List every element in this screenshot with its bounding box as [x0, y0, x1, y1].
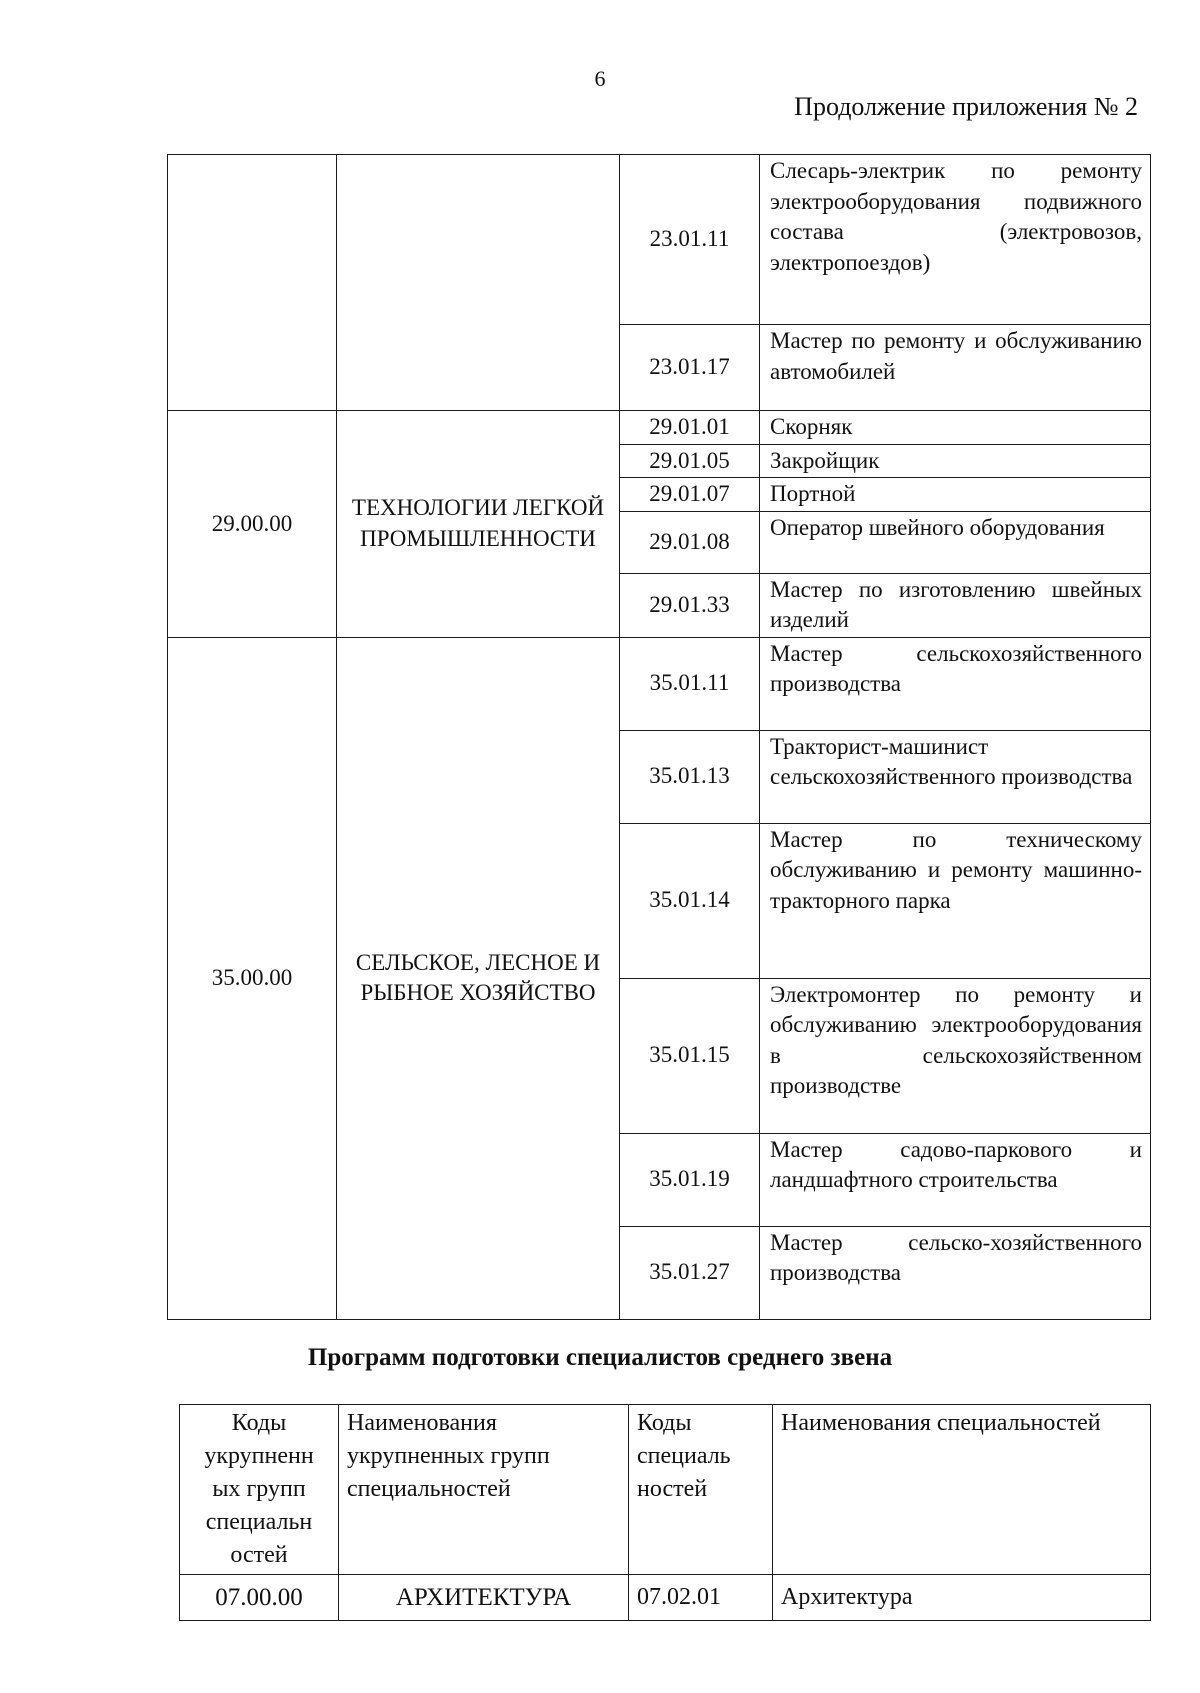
specialty-code-cell: 35.01.15 [620, 978, 760, 1133]
specialty-code-cell: 23.01.11 [620, 155, 760, 325]
specialty-code-cell: 29.01.05 [620, 444, 760, 478]
specialty-name-cell: Мастер по ремонту и обслуживанию автомобилей [760, 325, 1151, 411]
group-name-cell: СЕЛЬСКОЕ, ЛЕСНОЕ И РЫБНОЕ ХОЗЯЙСТВО [337, 637, 620, 1319]
group-name-cell: АРХИТЕКТУРА [339, 1575, 629, 1621]
specialty-code-cell: 29.01.33 [620, 573, 760, 637]
group-code-cell: 35.00.00 [168, 637, 337, 1319]
specialty-code-cell: 35.01.11 [620, 637, 760, 730]
specialty-code-cell: 35.01.13 [620, 730, 760, 823]
appendix-label: Продолжение приложения № 2 [794, 92, 1138, 121]
specialties-table [179, 1404, 1151, 1621]
section-title: Программ подготовки специалистов среднего звена [307, 1344, 893, 1371]
specialty-name-cell: Скорняк [760, 411, 1151, 445]
specialty-code-cell: 35.01.14 [620, 823, 760, 978]
specialty-name-cell: Электромонтер по ремонту и обслуживанию электрооборудования в сельскохозяйственном производстве [760, 978, 1151, 1133]
specialty-name-cell: Тракторист-машинист сельскохозяйственного производства [760, 730, 1151, 823]
specialty-code-cell: 29.01.01 [620, 411, 760, 445]
specialty-code-cell: 29.01.08 [620, 511, 760, 573]
header-specialty-codes: Коды специаль ностей [629, 1405, 773, 1575]
specialty-name-cell: Мастер сельскохозяйственного производства [760, 637, 1151, 730]
table-header-row [180, 1405, 1151, 1575]
specialty-code-cell: 35.01.19 [620, 1133, 760, 1226]
specialty-name-cell: Мастер по техническому обслуживанию и ремонту машинно- тракторного парка [760, 823, 1151, 978]
specialty-code-cell: 07.02.01 [629, 1575, 773, 1621]
header-group-codes: Коды укрупненн ых групп специальн остей [180, 1405, 339, 1575]
group-name-cell: ТЕХНОЛОГИИ ЛЕГКОЙ ПРОМЫШЛЕННОСТИ [337, 411, 620, 638]
specialty-name-cell: Мастер садово-паркового и ландшафтного строительства [760, 1133, 1151, 1226]
header-specialty-names: Наименования специальностей [773, 1405, 1151, 1575]
group-code-cell: 07.00.00 [180, 1575, 339, 1621]
specialty-name-cell: Портной [760, 478, 1151, 512]
table-row [180, 1575, 1151, 1621]
specialty-name-cell: Слесарь-электрик по ремонту электрооборудования подвижного состава (электровозов, электропоездов) [760, 155, 1151, 325]
header-group-names: Наименования укрупненных групп специальностей [339, 1405, 629, 1575]
specialty-name-cell: Мастер по изготовлению швейных изделий [760, 573, 1151, 637]
qualifications-table [167, 154, 1151, 1320]
specialty-name-cell: Закройщик [760, 444, 1151, 478]
group-code-cell: 29.00.00 [168, 411, 337, 638]
specialty-name-cell: Архитектура [773, 1575, 1151, 1621]
specialty-code-cell: 23.01.17 [620, 325, 760, 411]
table-row [168, 411, 1151, 445]
page-number: 6 [594, 66, 606, 91]
table-row [168, 155, 1151, 325]
specialty-code-cell: 35.01.27 [620, 1226, 760, 1319]
group-code-cell [168, 155, 337, 411]
specialty-code-cell: 29.01.07 [620, 478, 760, 512]
specialty-name-cell: Мастер сельско-хозяйственного производства [760, 1226, 1151, 1319]
group-name-cell [337, 155, 620, 411]
table-row [168, 637, 1151, 730]
specialty-name-cell: Оператор швейного оборудования [760, 511, 1151, 573]
